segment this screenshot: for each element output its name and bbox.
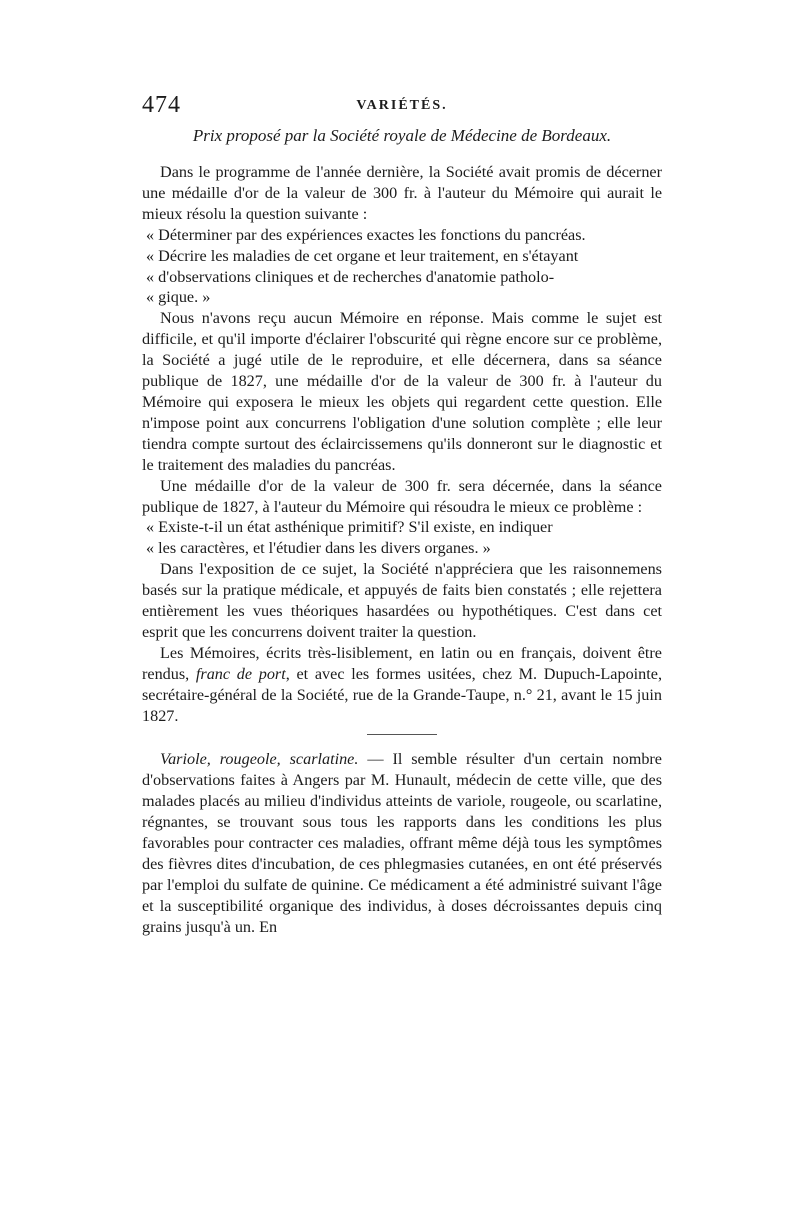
prize-section-title: Prix proposé par la Société royale de Médecine de Bordeaux. [192,126,612,145]
running-title: VARIÉTÉS. [356,98,448,113]
quote-line: « Existe-t-il un état asthénique primitif? S'il existe, en indiquer [146,518,553,537]
quote-line: « gique. » [146,288,211,307]
book-page [142,92,662,1172]
paragraph-no-memoir: Nous n'avons reçu aucun Mémoire en réponse. Mais comme le sujet est difficile, et qu'il importe d'éclairer l'obscurité qui règne encore sur ce problème, la Société a jugé utile de le reproduire, et elle décernera, dans sa séance publique de 1827, une médaille d'or de la valeur de 300 fr. à l'auteur du Mémoire qui exposera le mieux les objets qui regardent cette question. Elle n'impose point aux concurrens l'obligation d'une solution complète ; elle leur tiendra compte surtout des éclaircissemens qu'ils donneront sur le diagnostic et le traitement des maladies du pancréas. [142,309,662,474]
paragraph-submission [142,643,662,727]
paragraph-programme: Dans le programme de l'année dernière, la Société avait promis de décerner une médaille d'or de la valeur de 300 fr. à l'auteur du Mémoire qui aurait le mieux résolu la question suivante : [142,163,662,223]
page-header [142,92,662,126]
submission-text-start: Les Mémoires, écrits très-lisiblement, en latin ou en français, doivent être rendus, [142,643,662,683]
quote-line: « d'observations cliniques et de recherches d'anatomie patholo- [146,267,555,286]
franc-de-port: franc de port [195,664,286,683]
paragraph-new-prize: Une médaille d'or de la valeur de 300 fr. sera décernée, dans la séance publique de 1827, à l'auteur du Mémoire qui résoudra le mieux ce problème : [142,476,662,516]
page-number: 474 [142,92,181,118]
paragraph-variole [142,749,662,937]
quote-line: « les caractères, et l'étudier dans les divers organes. » [146,539,491,558]
quote-line: « Décrire les maladies de cet organe et leur traitement, en s'étayant [146,246,579,265]
variole-text: — Il semble résulter d'un certain nombre d'observations faites à Angers par M. Hunault, médecin de cette ville, que des malades placés au milieu d'individus atteints de variole, rougeole, ou scarlatine, régnantes, se trouvant sous tous les rapports dans les conditions les plus favorables pour contracter ces maladies, offrant même déjà tous les symptômes des fièvres dites d'incubation, de ces phlegmasies cutanées, en ont été préservés par l'emploi du sulfate de quinine. Ce médicament a été administré suivant l'âge et la susceptibilité organique des individus, à doses décroissantes depuis cinq grains jusqu'à un. En [142,750,662,936]
paragraph-exposition: Dans l'exposition de ce sujet, la Société n'appréciera que les raisonnemens basés sur la pratique médicale, et appuyés de faits bien constatés ; elle rejettera entièrement les vues théoriques hasardées ou hypothétiques. C'est dans cet esprit que les concurrens doivent traiter la question. [142,560,662,641]
quote-line: « Déterminer par des expériences exactes les fonctions du pancréas. [146,225,586,244]
question-quote-pancreas [142,225,662,309]
variole-title: Variole, rougeole, scarlatine. [160,750,359,769]
submission-text-end: , et avec les formes usitées, chez M. Dupuch-Lapointe, secrétaire-général de la Société, rue de la Grande-Taupe, n.° 21, avant le 15 juin 1827. [142,664,662,725]
question-quote-asthenic [142,517,662,559]
section-separator [367,734,437,735]
